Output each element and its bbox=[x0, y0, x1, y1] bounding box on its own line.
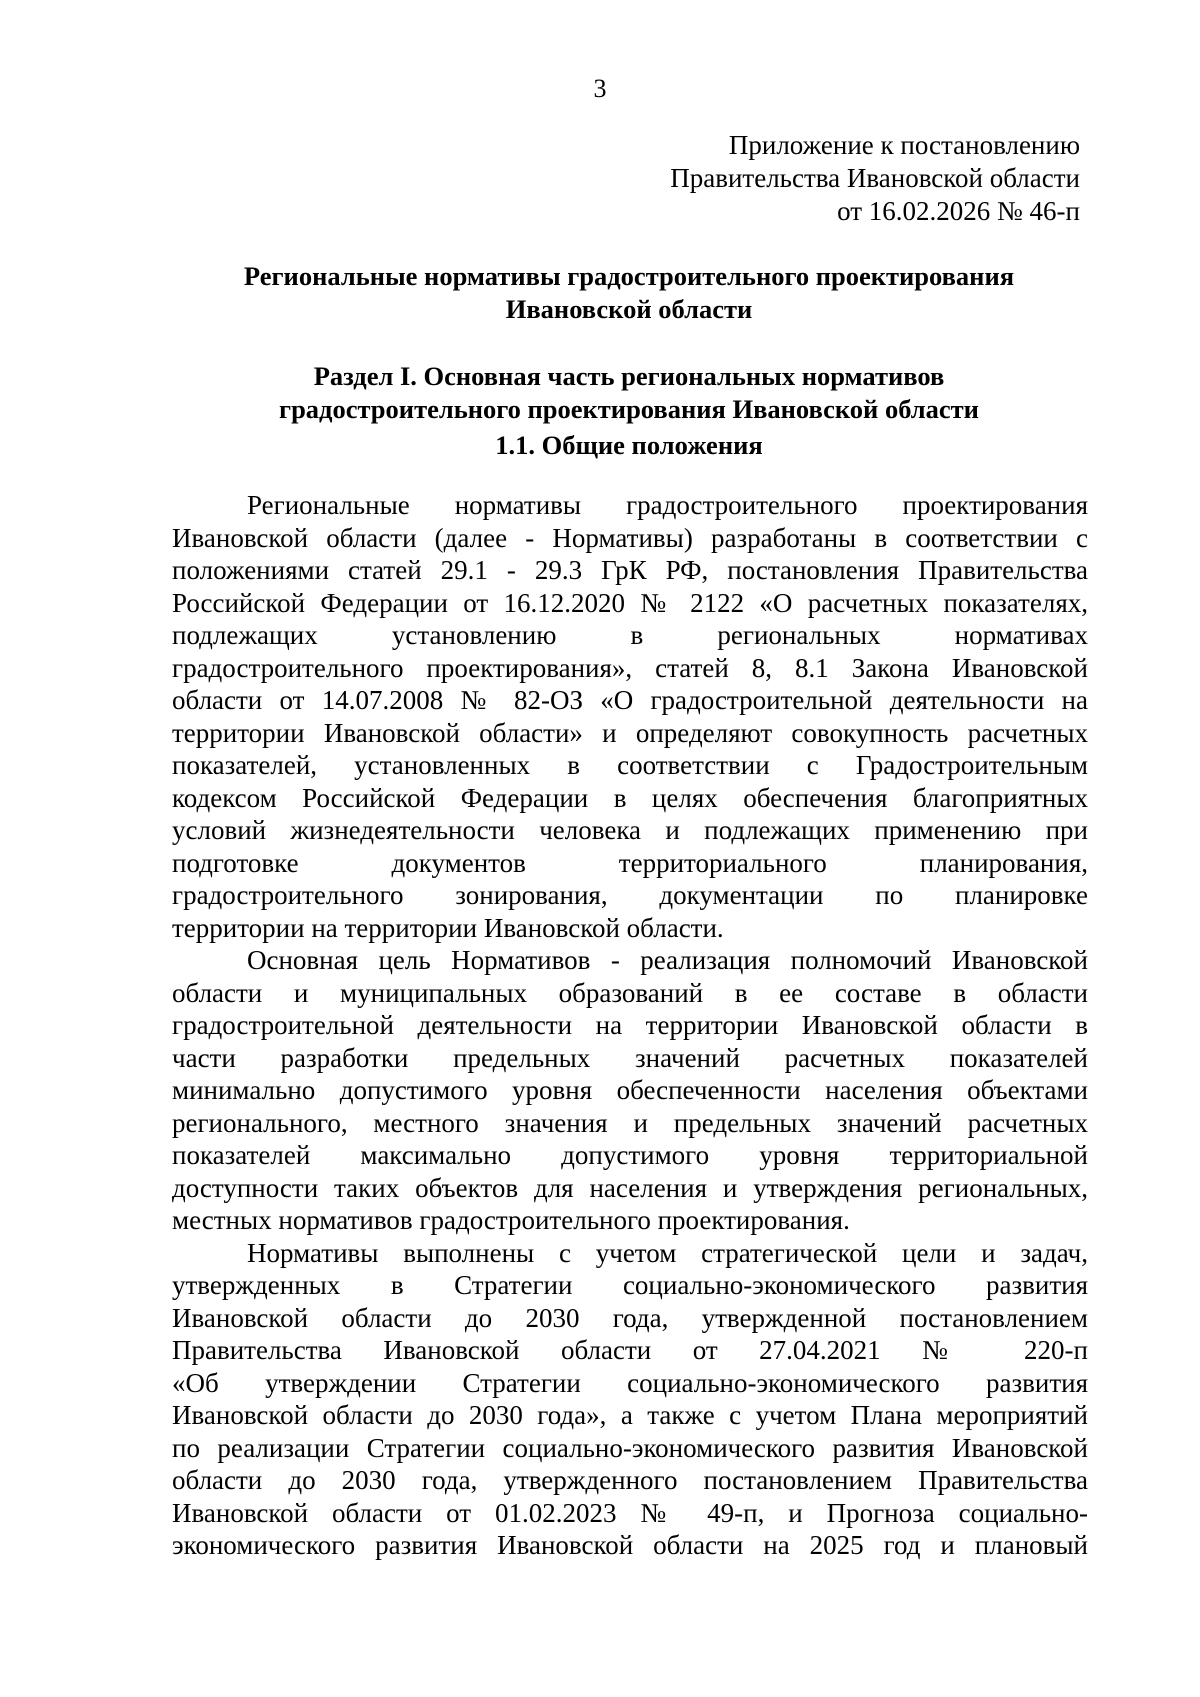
text-line: «Об утверждении Стратегии социально-экономического развития bbox=[172, 1367, 1088, 1398]
text-line: местных нормативов градостроительного проектирования. bbox=[172, 1205, 850, 1235]
document-title-line: Региональные нормативы градостроительного проектирования bbox=[243, 261, 1015, 291]
text-line: кодексом Российской Федерации в целях обеспечения благоприятных bbox=[172, 782, 1088, 813]
text-line: области и муниципальных образований в ее составе в области bbox=[172, 977, 1088, 1008]
appendix-line: Правительства Ивановской области bbox=[670, 163, 1080, 193]
paragraph bbox=[172, 1237, 1088, 1562]
text-line: Ивановской области (далее - Нормативы) разработаны в соответствии с bbox=[172, 522, 1088, 553]
text-line: подлежащих установлению в региональных нормативах bbox=[172, 620, 1088, 650]
text-line: Основная цель Нормативов - реализация полномочий Ивановской bbox=[247, 945, 1088, 975]
paragraph bbox=[172, 489, 1088, 944]
text-line: Ивановской области до 2030 года, утвержденной постановлением bbox=[172, 1302, 1088, 1333]
appendix-line: Приложение к постановлению bbox=[728, 130, 1080, 160]
text-line: территории Ивановской области» и определяют совокупность расчетных bbox=[172, 717, 1088, 748]
page-number: 3 bbox=[593, 74, 607, 103]
body-text bbox=[172, 489, 1088, 1562]
text-line: градостроительного проектирования», статей 8, 8.1 Закона Ивановской bbox=[172, 652, 1088, 683]
text-line: Правительства Ивановской области от 27.04.2021 № 220-п bbox=[172, 1335, 1088, 1365]
subsection-title-line: 1.1. Общие положения bbox=[495, 430, 763, 460]
text-line: по реализации Стратегии социально-экономического развития Ивановской bbox=[172, 1432, 1088, 1463]
text-line: минимально допустимого уровня обеспеченности населения объектами bbox=[172, 1075, 1088, 1105]
text-line: показателей максимально допустимого уровня территориальной bbox=[172, 1140, 1088, 1170]
text-line: области от 14.07.2008 № 82-ОЗ «О градостроительной деятельности на bbox=[172, 685, 1088, 715]
text-line: Российской Федерации от 16.12.2020 № 2122 «О расчетных показателях, bbox=[172, 587, 1088, 618]
section-title-line: градостроительного проектирования Ивановской области bbox=[279, 394, 979, 424]
text-line: экономического развития Ивановской области на 2025 год и плановый bbox=[172, 1530, 1088, 1560]
text-line: территории на территории Ивановской области. bbox=[172, 912, 724, 943]
text-line: Ивановской области до 2030 года», а также с учетом Плана мероприятий bbox=[172, 1400, 1088, 1430]
text-line: Региональные нормативы градостроительного проектирования bbox=[247, 490, 1088, 520]
text-line: доступности таких объектов для населения и утверждения региональных, bbox=[172, 1172, 1088, 1203]
text-line: регионального, местного значения и предельных значений расчетных bbox=[172, 1107, 1088, 1138]
section-title bbox=[170, 360, 1088, 426]
text-line: условий жизнедеятельности человека и подлежащих применению при bbox=[172, 815, 1088, 845]
text-line: показателей, установленных в соответствии с Градостроительным bbox=[172, 750, 1088, 780]
subsection-title bbox=[170, 429, 1088, 462]
appendix-block bbox=[380, 129, 1080, 228]
section-title-line: Раздел I. Основная часть региональных нормативов bbox=[313, 361, 945, 391]
text-line: градостроительной деятельности на территории Ивановской области в bbox=[172, 1010, 1088, 1040]
text-line: Ивановской области от 01.02.2023 № 49-п, и Прогноза социально- bbox=[172, 1497, 1088, 1528]
document-title bbox=[170, 260, 1088, 326]
text-line: области до 2030 года, утвержденного постановлением Правительства bbox=[172, 1465, 1088, 1495]
appendix-line: от 16.02.2026 № 46-п bbox=[837, 196, 1080, 226]
text-line: части разработки предельных значений расчетных показателей bbox=[172, 1042, 1088, 1073]
document-title-line: Ивановской области bbox=[505, 294, 753, 324]
paragraph bbox=[172, 944, 1088, 1237]
text-line: подготовке документов территориального планирования, bbox=[172, 847, 1088, 878]
text-line: градостроительного зонирования, документации по планировке bbox=[172, 880, 1088, 910]
text-line: положениями статей 29.1 - 29.3 ГрК РФ, постановления Правительства bbox=[172, 555, 1088, 585]
text-line: Нормативы выполнены с учетом стратегической цели и задач, bbox=[247, 1237, 1088, 1268]
text-line: утвержденных в Стратегии социально-экономического развития bbox=[172, 1270, 1088, 1300]
